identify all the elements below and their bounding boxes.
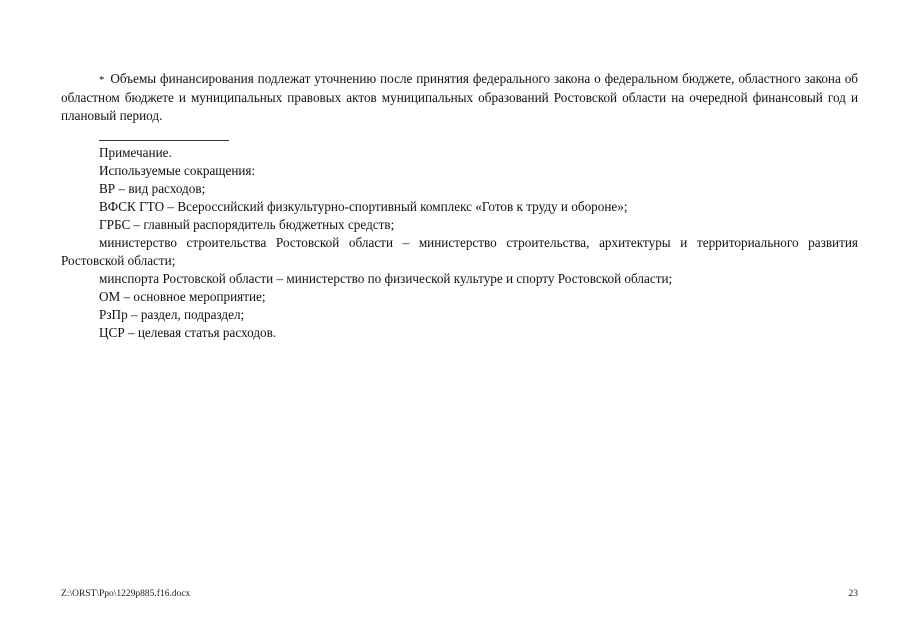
separator-line: [99, 140, 229, 141]
note-heading: Примечание.: [99, 145, 172, 160]
abbreviation-item: ГРБС – главный распорядитель бюджетных средств;: [99, 217, 395, 232]
abbreviation-item: ЦСР – целевая статья расходов.: [99, 325, 277, 340]
abbreviation-item: ОМ – основное мероприятие;: [99, 289, 266, 304]
abbreviation-item: министерство строительства Ростовской области – министерство строительства, архитектуры и территориального развития Ростовской области;: [61, 235, 858, 268]
footnote-paragraph: [61, 70, 858, 125]
abbreviations-intro: Используемые сокращения:: [99, 163, 256, 178]
footer-page-number: 23: [848, 589, 858, 599]
abbreviation-item: ВФСК ГТО – Всероссийский физкультурно-спортивный комплекс «Готов к труду и обороне»;: [99, 199, 628, 214]
abbreviation-item: ВР – вид расходов;: [99, 181, 206, 196]
page-content: [61, 70, 858, 342]
footer-file-path: Z:\ORST\Ppo\1229p885.f16.docx: [61, 589, 191, 599]
abbreviation-item: РзПр – раздел, подраздел;: [99, 307, 245, 322]
footnote-text: Объемы финансирования подлежат уточнению после принятия федерального закона о федеральном бюджете, областного закона об областном бюджете и муниципальных правовых актов муниципальных образований Ростовской области на очередной финансовый год и плановый период.: [61, 71, 859, 123]
footnote-asterisk: *: [99, 74, 105, 86]
abbreviation-item: минспорта Ростовской области – министерство по физической культуре и спорту Ростовской области;: [99, 271, 673, 286]
